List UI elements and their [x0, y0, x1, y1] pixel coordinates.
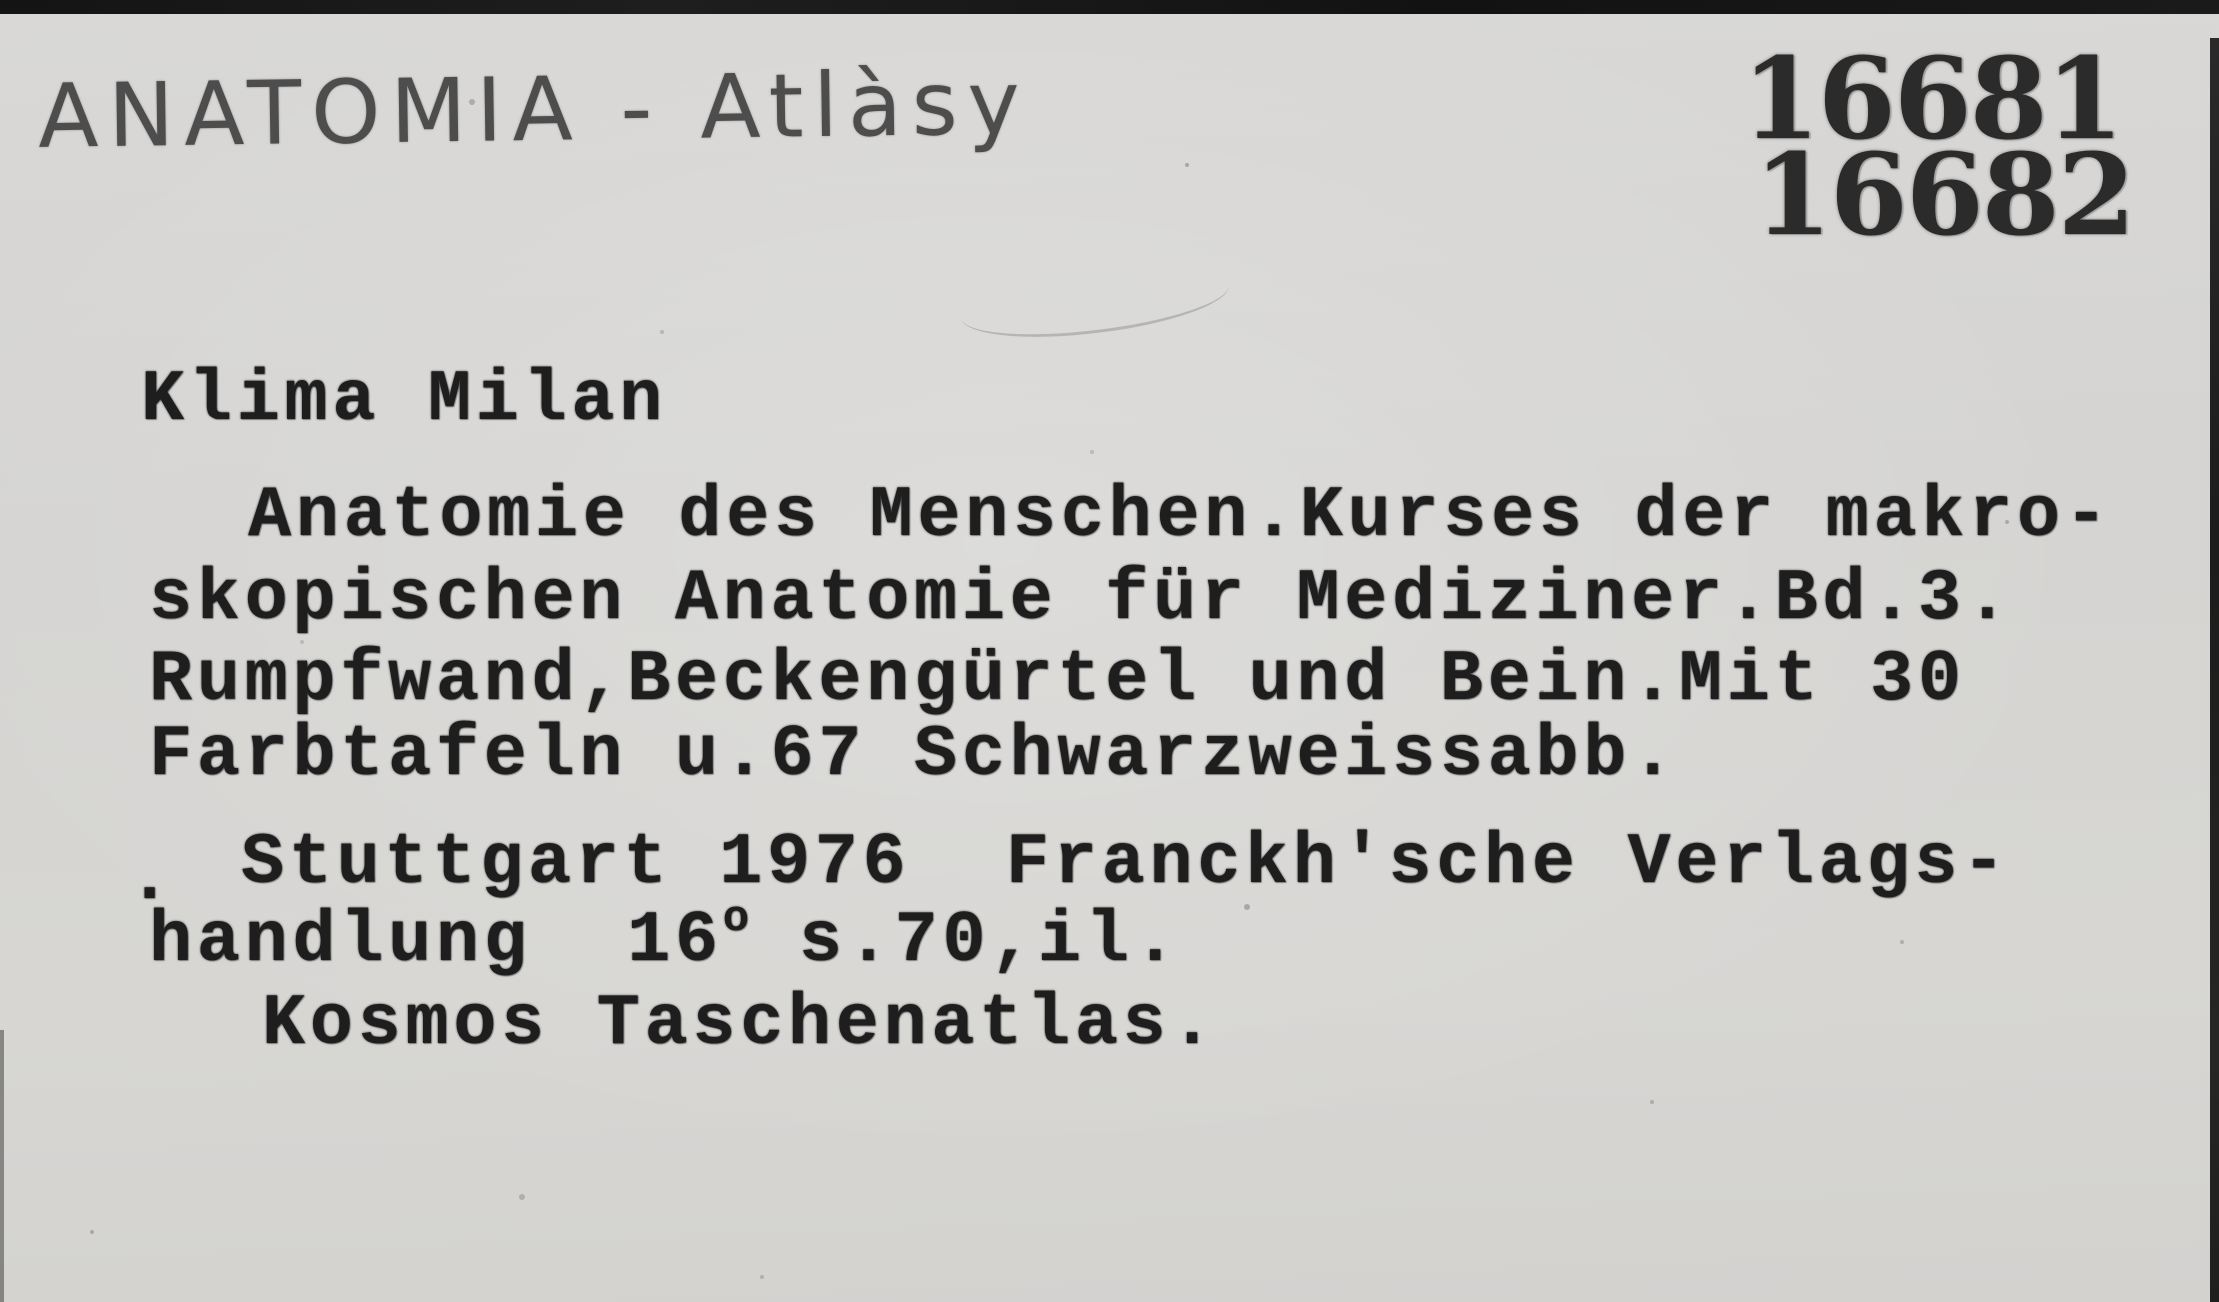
- stray-typed-period: .: [128, 838, 176, 920]
- pencil-smudge: [957, 254, 1233, 349]
- title-line-3: Rumpfwand,Beckengürtel und Bein.Mit 30: [149, 639, 1966, 721]
- title-line-1: Anatomie des Menschen.Kurses der makro-: [248, 475, 2113, 557]
- subject-heading-handwritten: ANATOMIA - Atlàsy: [37, 51, 1031, 168]
- accession-number-stamp-2: 16682: [1754, 130, 2134, 261]
- title-line-2: skopischen Anatomie für Mediziner.Bd.3.: [149, 558, 2014, 640]
- scan-edge-left: [0, 1030, 4, 1302]
- scan-edge-top: [0, 0, 2219, 14]
- imprint-line-1: Stuttgart 1976 Franckh'sche Verlags-: [241, 822, 2010, 904]
- accession-number-stamp-1: 16681: [1742, 34, 2122, 165]
- imprint-line-2-text: handlung 16: [149, 900, 723, 982]
- title-line-4: Farbtafeln u.67 Schwarzweissabb.: [149, 714, 1679, 796]
- author-name: Klima Milan: [141, 359, 667, 441]
- series-statement: Kosmos Taschenatlas.: [262, 983, 1219, 1065]
- imprint-line-2-rest: s.70,il.: [751, 900, 1182, 982]
- scan-edge-right: [2210, 38, 2219, 1302]
- format-superscript: o: [722, 894, 752, 944]
- imprint-line-2: [149, 894, 1182, 982]
